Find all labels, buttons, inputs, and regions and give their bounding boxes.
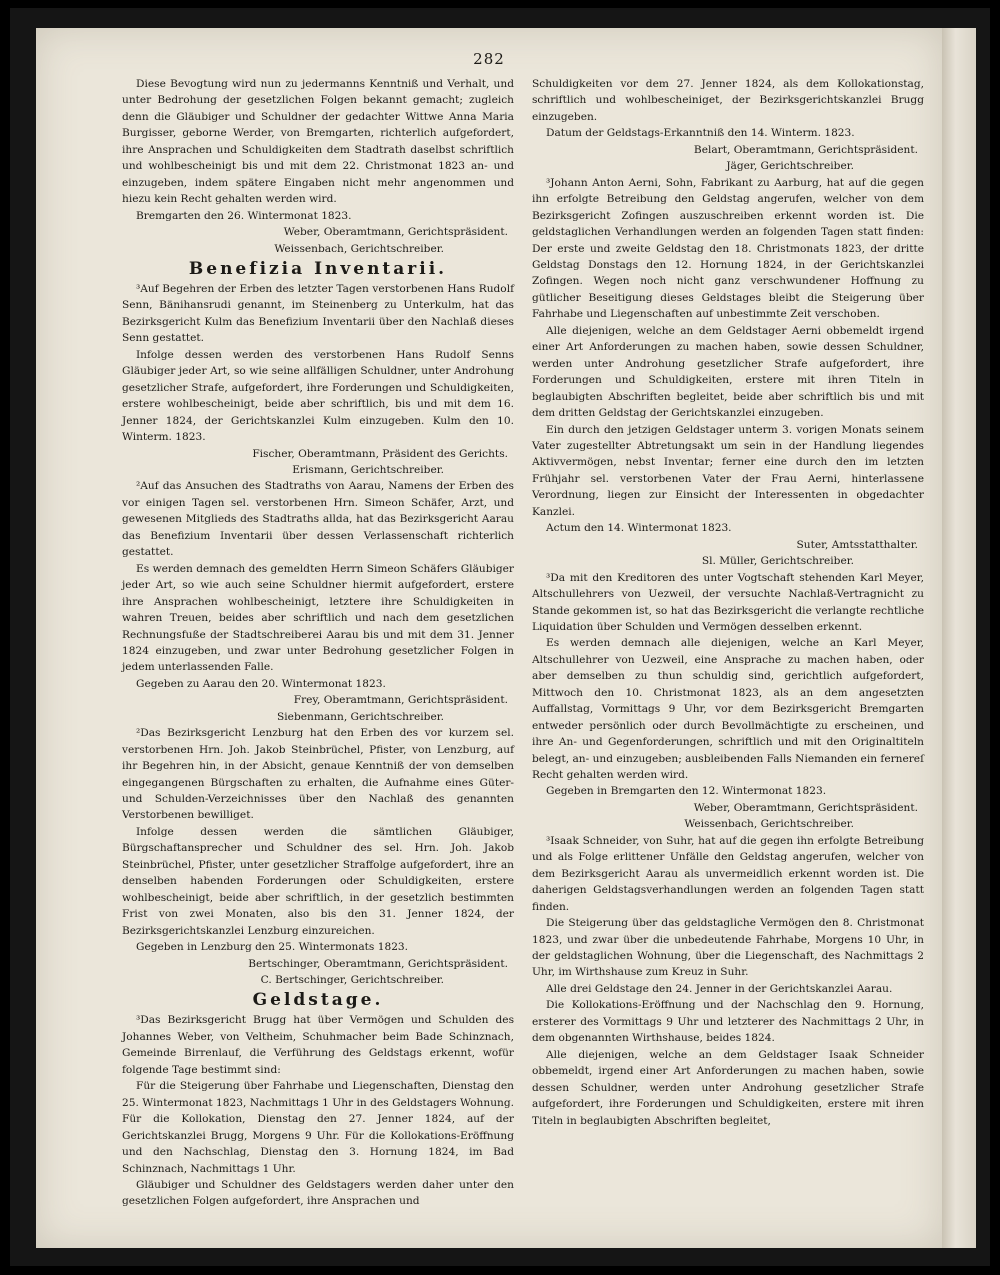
notice-paragraph: ²Auf das Ansuchen des Stadtraths von Aarau, Namens der Erben des vor einigen Tagen sel. verstorbenen Hrn. Simeon Schäfer, Arzt, und gewesenen Mitglieds des Stadtraths allda, hat das Bezirksgericht Aarau das Benefizium Inventarii über dessen Verlassenschaft richterlich gestattet. <box>122 480 514 559</box>
signature-line: Weber, Oberamtmann, Gerichtspräsident. <box>693 801 918 814</box>
notice-paragraph: Ein durch den jetzigen Geldstager unterm 3. vorigen Monats seinem Vater zugestellter Abtretungsakt um sein in der Handlung liegendes Aktivvermögen, nebst Inventar; ferner eine durch den im letzten Frühjahr sel. verstorbenen Vater der Frau Aerni, hinterlassene Verordnung, liegen zur Einsicht der Interessenten in obgedachter Kanzlei. <box>532 423 924 518</box>
notice-paragraph: ²Das Bezirksgericht Lenzburg hat den Erben des vor kurzem sel. verstorbenen Hrn. Joh. Jakob Steinbrüchel, Pfister, von Lenzburg, auf ihr Begehren hin, in der Absicht, genaue Kenntniß der von demselben eingegangenen Bürgschaften zu erhalten, die Aufnahme eines Güter- und Schulden-Verzeichnisses über den Nachlaß des genannten Verstorbenen bewilliget. <box>122 727 514 822</box>
notice-paragraph: Alle diejenigen, welche an dem Geldstager Isaak Schneider obbemeldt, irgend einer Art Anforderungen zu machen haben, sowie dessen Schuldner, werden unter Androhung gesetzlicher Strafe aufgefordert, ihre Forderungen und Schuldigkeiten, erstere mit ihren Titeln in beglaubigten Abschriften begleitet, <box>532 1048 924 1127</box>
notice-paragraph: ³Auf Begehren der Erben des letzter Tagen verstorbenen Hans Rudolf Senn, Bänihansrudi genannt, im Steinenberg zu Unterkulm, hat das Bezirksgericht Kulm das Benefizium Inventarii über den Nachlaß dieses Senn gestattet. <box>122 282 514 345</box>
date-line: Gegeben in Bremgarten den 12. Wintermonat 1823. <box>546 785 827 798</box>
section-heading: Benefizia Inventarii. <box>188 258 448 279</box>
signature-line: Frey, Oberamtmann, Gerichtspräsident. <box>293 694 508 707</box>
notice-paragraph: Es werden demnach alle diejenigen, welche an Karl Meyer, Altschullehrer von Uezweil, eine Ansprache zu machen haben, oder aber demselben zu thun schuldig sind, gerichtlich aufgefordert, Mittwoch den 10. Christmonat 1823, als an dem angesetzten Auffallstag, Vormittags 9 Uhr, vor dem Bezirksgericht Bremgarten entweder persönlich oder durch Bevollmächtigte zu erscheinen, und ihre An- und Gegenforderungen, schriftlich und mit den Originaltiteln belegt, an- und einzugeben; ausbleibenden Falls Niemanden ein fernereſ Recht gehalten werden wird. <box>532 637 924 782</box>
notice-paragraph: Alle diejenigen, welche an dem Geldstager Aerni obbemeldt irgend einer Art Anforderungen zu machen haben, sowie dessen Schuldner, werden unter Androhung gesetzlicher Strafe aufgefordert, ihre Forderungen und Schuldigkeiten, erstere mit ihren Titeln in beglaubigten Abschriften begleitet, beide aber schriftlich bis und mit dem dritten Geldstag der Gerichtskanzlei einzugeben. <box>532 324 924 420</box>
notice-paragraph: Diese Bevogtung wird nun zu jedermanns Kenntniß und Verhalt, und unter Bedrohung der gesetzlichen Folgen bekannt gemacht; zugleich denn die Gläubiger und Schuldner der gedachter Wittwe Anna Maria Burgisser, geborne Werder, von Bremgarten, richterlich aufgefordert, ihre Ansprachen und Schuldigkeiten dem Stadtrath daselbst schriftlich und wohlbescheinigt bis und mit dem 22. Christmonat 1823 an- und einzugeben, indem spätere Eingaben nicht mehr angenommen und hiezu kein Recht gehalten werden wird. <box>122 78 514 206</box>
signature-line: Siebenmann, Gerichtschreiber. <box>277 710 444 723</box>
date-line: Gegeben in Lenzburg den 25. Wintermonats 1823. <box>136 941 409 954</box>
left-column <box>122 76 514 1210</box>
signature-line: Sl. Müller, Gerichtschreiber. <box>701 555 854 568</box>
signature-line: Weber, Oberamtmann, Gerichtspräsident. <box>283 226 508 239</box>
signature-line: Jäger, Gerichtschreiber. <box>726 160 854 173</box>
notice-paragraph: Infolge dessen werden des verstorbenen Hans Rudolf Senns Gläubiger jeder Art, so wie seine allfälligen Schuldner, unter Androhung gesetzlicher Strafe, aufgefordert, ihre Forderungen und Schuldigkeiten, erstere wohlbescheinigt, beide aber schriftlich, bis und mit dem 16. Jenner 1824, der Gerichtskanzlei Kulm einzugeben. Kulm den 10. Winterm. 1823. <box>122 348 514 444</box>
notice-paragraph: Gläubiger und Schuldner des Geldstagers werden daher unter den gesetzlichen Folgen aufgefordert, ihre Ansprachen und <box>122 1179 514 1208</box>
notice-paragraph: Alle drei Geldstage den 24. Jenner in der Gerichtskanzlei Aarau. <box>546 982 893 995</box>
notice-paragraph: ³Das Bezirksgericht Brugg hat über Vermögen und Schulden des Johannes Weber, von Veltheim, Schuhmacher beim Bade Schinznach, Gemeinde Birrenlauf, die Verführung des Geldstags erkennt, wofür folgende Tage bestimmt sind: <box>122 1014 514 1076</box>
section-heading: Geldstage. <box>252 990 384 1011</box>
notice-paragraph: Für die Steigerung über Fahrhabe und Liegenschaften, Dienstag den 25. Wintermonat 1823, Nachmittags 1 Uhr in des Geldstagers Wohnung. Für die Kollokation, Dienstag den 27. Jenner 1824, auf der Gerichtskanzlei Brugg, Morgens 9 Uhr. Für die Kollokations-Eröffnung und den Nachschlag, Dienstag den 3. Hornung 1824, im Bad Schinznach, Nachmittags 1 Uhr. <box>122 1080 514 1175</box>
notice-paragraph: Schuldigkeiten vor dem 27. Jenner 1824, als dem Kollokationstag, schriftlich und wohlbescheiniget, der Bezirksgerichtskanzlei Brugg einzugeben. <box>532 78 924 123</box>
signature-line: Suter, Amtsstatthalter. <box>796 538 918 551</box>
signature-line: Weissenbach, Gerichtschreiber. <box>684 818 854 831</box>
signature-line: Erismann, Gerichtschreiber. <box>292 463 444 476</box>
newspaper-page <box>36 28 942 1248</box>
date-line: Bremgarten den 26. Wintermonat 1823. <box>136 209 352 222</box>
signature-line: Bertschinger, Oberamtmann, Gerichtspräsident. <box>248 957 508 970</box>
notice-paragraph: Die Kollokations-Eröffnung und der Nachschlag den 9. Hornung, ersterer des Vormittags 9 Uhr und letzterer des Nachmittags 2 Uhr, in dem obgenannten Wirthshause, beides 1824. <box>532 999 924 1045</box>
signature-line: C. Bertschinger, Gerichtschreiber. <box>260 974 444 987</box>
date-line: Datum der Geldstags-Erkanntniß den 14. Winterm. 1823. <box>546 127 855 140</box>
page-number: 282 <box>473 50 505 68</box>
page-edge <box>942 28 976 1248</box>
notice-paragraph: ³Isaak Schneider, von Suhr, hat auf die gegen ihn erfolgte Betreibung und als Folge erlittener Unfälle den Geldstag angerufen, welcher von dem Bezirksgericht Aarau als unvermeidlich erkennt worden ist. Die daherigen Geldstagsverhandlungen werden an folgenden Tagen statt finden. <box>532 834 924 913</box>
notice-paragraph: ³Johann Anton Aerni, Sohn, Fabrikant zu Aarburg, hat auf die gegen ihn erfolgte Betreibung den Geldstag angerufen, welcher von dem Bezirksgericht Zofingen auszuschreiben erkennt worden ist. Die geldstaglichen Verhandlungen werden an folgenden Tagen statt finden: Der erste und zweite Geldstag den 18. Christmonats 1823, der dritte Geldstag Donstags den 12. Hornung 1824, in der Gerichtskanzlei Zofingen. Wegen noch nicht ganz verschwundener Hoffnung zu gütlicher Beseitigung dieses Geldstages bleibt die Steigerung über Fahrhabe und Liegenschaften auf unbestimmte Zeit verschoben. <box>532 176 924 321</box>
date-line: Actum den 14. Wintermonat 1823. <box>546 522 732 535</box>
notice-paragraph: Es werden demnach des gemeldten Herrn Simeon Schäfers Gläubiger jeder Art, so wie auch seine Schuldner hiermit aufgefordert, erstere ihre Ansprachen wohlbescheinigt, letztere ihre Schuldigkeiten in wahren Treuen, beides aber schriftlich und nach dem gesetzlichen Rechnungsfuße der Stadtschreiberei Aarau bis und mit dem 31. Jenner 1824 einzugeben, und zwar unter Bedrohung gesetzlicher Folgen in jedem unterlassenden Falle. <box>122 562 514 674</box>
signature-line: Belart, Oberamtmann, Gerichtspräsident. <box>693 143 918 156</box>
notice-paragraph: Die Steigerung über das geldstagliche Vermögen den 8. Christmonat 1823, und zwar über die unbedeutende Fahrhabe, Morgens 10 Uhr, in der geldstaglichen Wohnung, über die Liegenschaft, des Nachmittags 2 Uhr, im Wirthshause zum Kreuz in Suhr. <box>532 917 924 979</box>
notice-paragraph: ³Da mit den Kreditoren des unter Vogtschaft stehenden Karl Meyer, Altschullehrers von Uezweil, der versuchte Nachlaß-Vertragnicht zu Stande gekommen ist, so hat das Bezirksgericht die verlangte rechtliche Liquidation über Schulden und Vermögen desselben erkennt. <box>532 571 924 633</box>
date-line: Gegeben zu Aarau den 20. Wintermonat 1823. <box>136 677 386 690</box>
signature-line: Fischer, Oberamtmann, Präsident des Gerichts. <box>252 447 508 460</box>
signature-line: Weissenbach, Gerichtschreiber. <box>274 242 444 255</box>
right-column <box>532 76 924 1129</box>
notice-paragraph: Infolge dessen werden die sämtlichen Gläubiger, Bürgschaftansprecher und Schuldner des sel. Hrn. Joh. Jakob Steinbrüchel, Pfister, unter gesetzlicher Straffolge aufgefordert, ihre an denselben habenden Forderungen oder Schuldigkeiten, erstere wohlbescheinigt, beide aber schriftlich, in der gesetzlich bestimmten Frist von zwei Monaten, also bis den 31. Jenner 1824, der Bezirksgerichtskanzlei Lenzburg einzureichen. <box>122 825 514 937</box>
